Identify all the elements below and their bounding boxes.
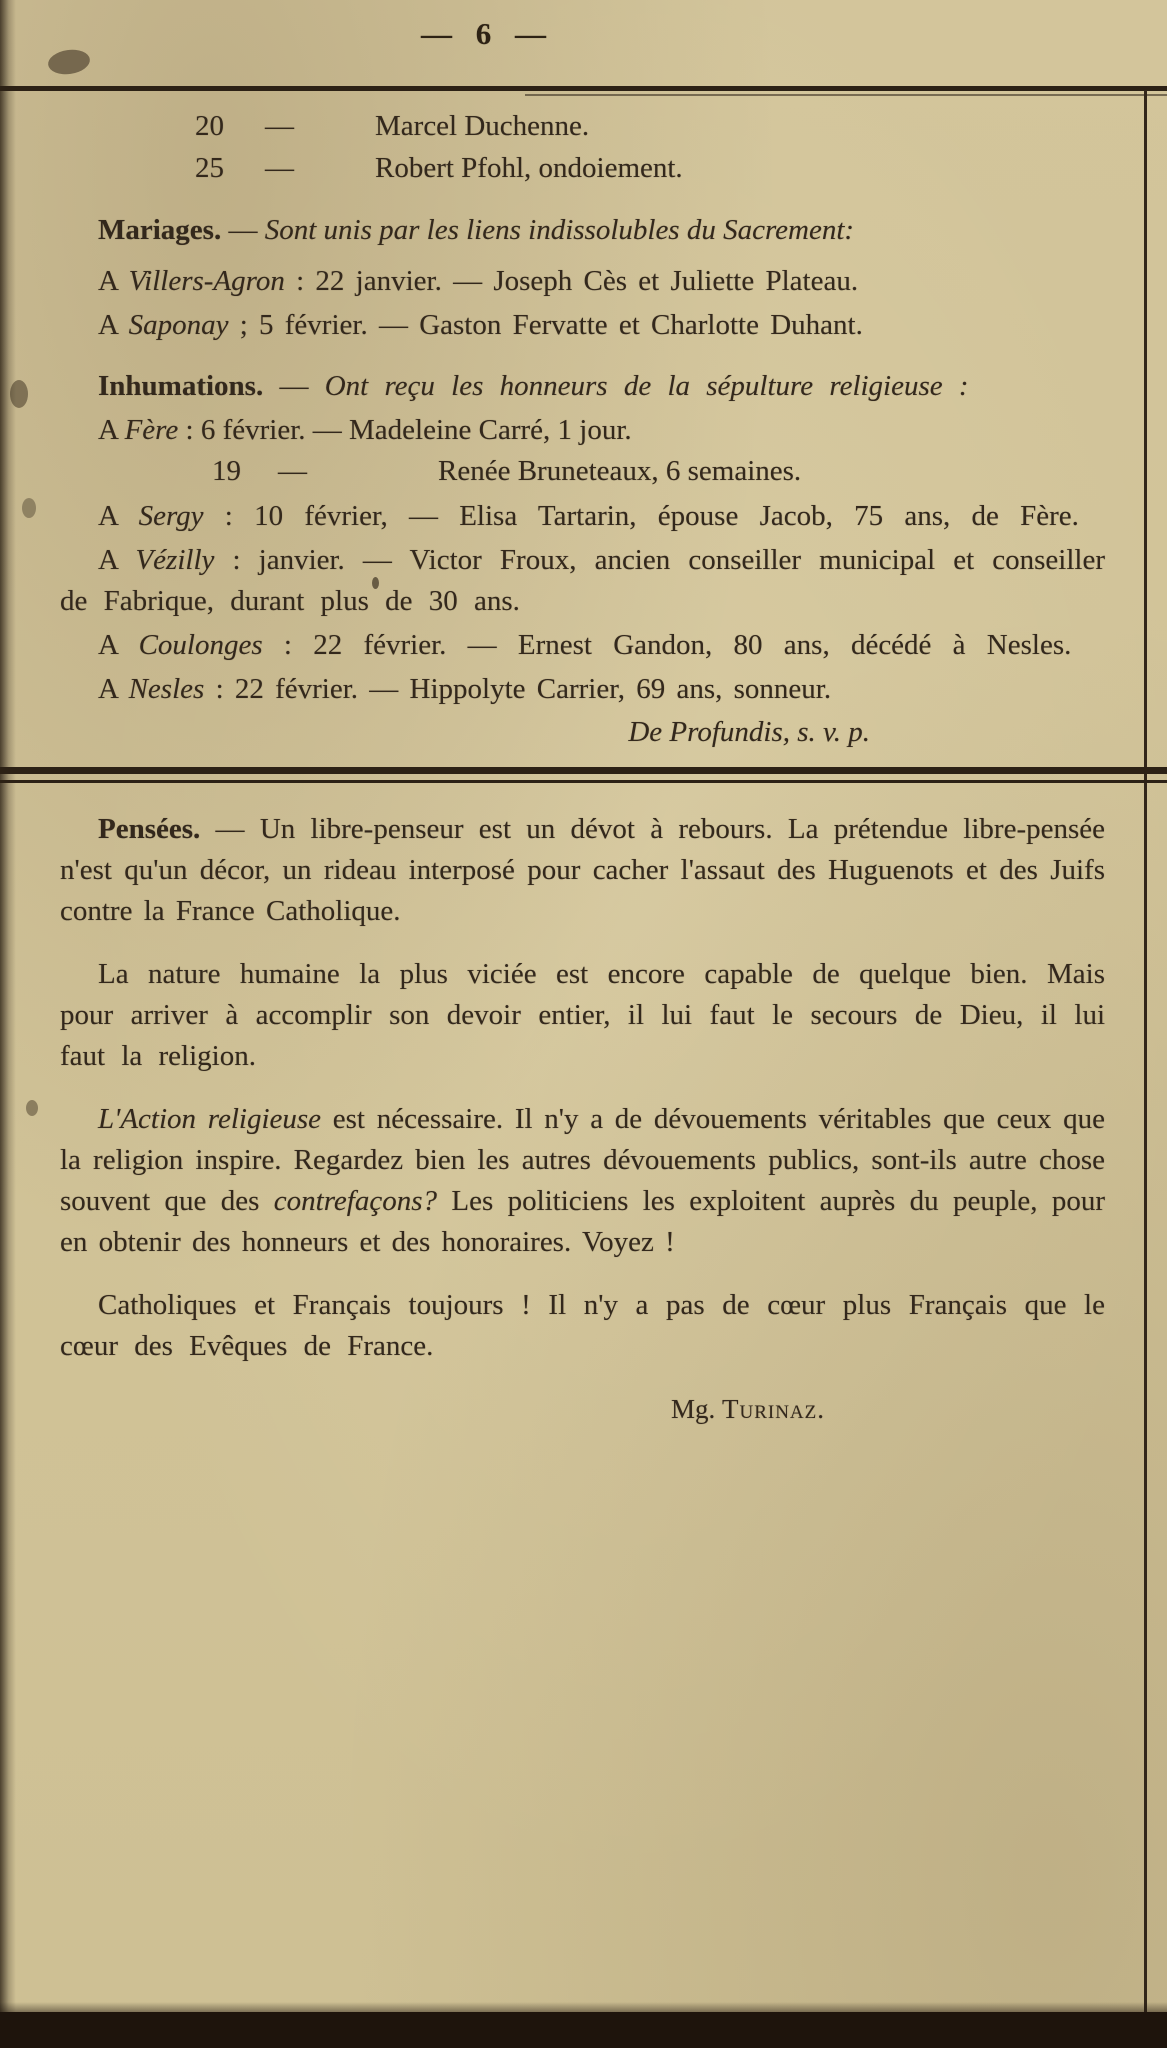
de-profundis-line: De Profundis, s. v. p. — [628, 716, 870, 748]
place-name: Sergy — [138, 500, 204, 532]
registry-day: 25 — [195, 152, 224, 184]
inhumation-entry — [60, 410, 1105, 451]
registry-dash: — — [265, 110, 294, 142]
entry-prefix: A — [98, 629, 139, 661]
pensees-text-3a: est nécessaire. Il n'y a de dévouements véritables que ceux que la religion inspire. Regardez bien les autres dévouements publics, sont-ils autre chose souvent que des — [60, 1103, 1106, 1217]
inhumation-entry — [60, 625, 1105, 666]
mariage-entry — [60, 261, 1105, 302]
section-divider-rule — [0, 767, 1167, 783]
registry-day: 19 — [212, 455, 241, 487]
mariages-separator: — — [221, 214, 265, 246]
inhumation-sub-row — [60, 451, 1105, 493]
entry-details: ; 5 février. — Gaston Fervatte et Charlotte Duhant. — [228, 309, 863, 341]
place-name: Villers-Agron — [128, 265, 285, 297]
inhumations-intro: Ont reçu les honneurs de la sépulture religieuse : — [324, 370, 969, 402]
mariage-entry — [60, 305, 1105, 346]
signature-name: Turinaz. — [721, 1394, 825, 1424]
entry-prefix: A — [98, 673, 129, 705]
inhumations-separator: — — [263, 370, 325, 402]
entry-prefix: A — [98, 544, 136, 576]
registry-day: 20 — [195, 110, 224, 142]
inhumation-entry — [60, 669, 1105, 710]
entry-prefix: A — [98, 309, 129, 341]
inhumation-entry — [60, 496, 1105, 537]
registry-row — [60, 148, 1105, 190]
page-number: — 6 — — [421, 16, 546, 51]
mariages-intro: Sont unis par les liens indissolubles du Sacrement: — [264, 214, 855, 246]
inhumation-entry — [60, 540, 1105, 622]
pensees-section — [60, 809, 1105, 1430]
pensees-separator: — — [200, 813, 260, 845]
mariages-heading: Mariages. — [98, 214, 222, 246]
scan-bottom-shadow — [0, 2012, 1167, 2048]
place-name: Coulonges — [138, 629, 263, 661]
entry-prefix: A — [98, 414, 125, 446]
entry-details: : 22 février. — Hippolyte Carrier, 69 ans, sonneur. — [204, 673, 832, 705]
registry-name: Renée Bruneteaux, 6 semaines. — [438, 455, 802, 487]
pensees-text-1: Un libre-penseur est un dévot à rebours. La prétendue libre-pensée n'est qu'un décor, un rideau interposé pour cacher l'assaut des Huguenots et des Juifs contre la France Catholique. — [60, 813, 1106, 927]
pensees-paragraph-4: Catholiques et Français toujours ! Il n'y a pas de cœur plus Français que le cœur des Evêques de France. — [60, 1289, 1105, 1362]
pensees-paragraph-1 — [60, 809, 1105, 932]
signature-prefix: Mg. — [670, 1394, 722, 1424]
entry-details: : 22 février. — Ernest Gandon, 80 ans, décédé à Nesles. — [262, 629, 1072, 661]
pensees-heading: Pensées. — [98, 813, 201, 845]
registry-row — [60, 106, 1105, 148]
signature-line — [60, 1389, 1105, 1430]
pensees-text-3b: Les politiciens les exploitent auprès du peuple, pour en obtenir des honneurs et des honoraires. Voyez ! — [60, 1185, 1106, 1258]
registry-name: Robert Pfohl, ondoiement. — [375, 152, 683, 184]
pensees-paragraph-3 — [60, 1099, 1105, 1263]
entry-details: : 22 janvier. — Joseph Cès et Juliette Plateau. — [284, 265, 859, 297]
entry-prefix: A — [98, 265, 129, 297]
inhumations-heading: Inhumations. — [98, 370, 264, 402]
registry-dash: — — [278, 455, 307, 487]
place-name: Nesles — [128, 673, 205, 705]
registry-name: Marcel Duchenne. — [375, 110, 590, 142]
mariages-heading-line — [60, 210, 1105, 251]
entry-details: : 6 février. — Madeleine Carré, 1 jour. — [178, 414, 632, 446]
entry-details: : 10 février, — Elisa Tartarin, épouse Jacob, 75 ans, de Fère. — [203, 500, 1079, 532]
pensees-paragraph-2: La nature humaine la plus viciée est encore capable de quelque bien. Mais pour arriver à accomplir son devoir entier, il lui faut le secours de Dieu, il lui faut la religion. — [60, 958, 1105, 1072]
action-religieuse-italic: L'Action religieuse — [98, 1103, 322, 1135]
entry-prefix: A — [98, 500, 139, 532]
place-name: Fère — [124, 414, 179, 446]
place-name: Vézilly — [135, 544, 215, 576]
inhumations-heading-line — [60, 366, 1105, 407]
entry-details: : janvier. — Victor Froux, ancien conseiller municipal et conseiller de Fabrique, durant plus de 30 ans. — [60, 544, 1106, 617]
contrefacons-italic: contrefaçons? — [273, 1185, 438, 1217]
registry-dash: — — [265, 152, 294, 184]
place-name: Saponay — [128, 309, 229, 341]
